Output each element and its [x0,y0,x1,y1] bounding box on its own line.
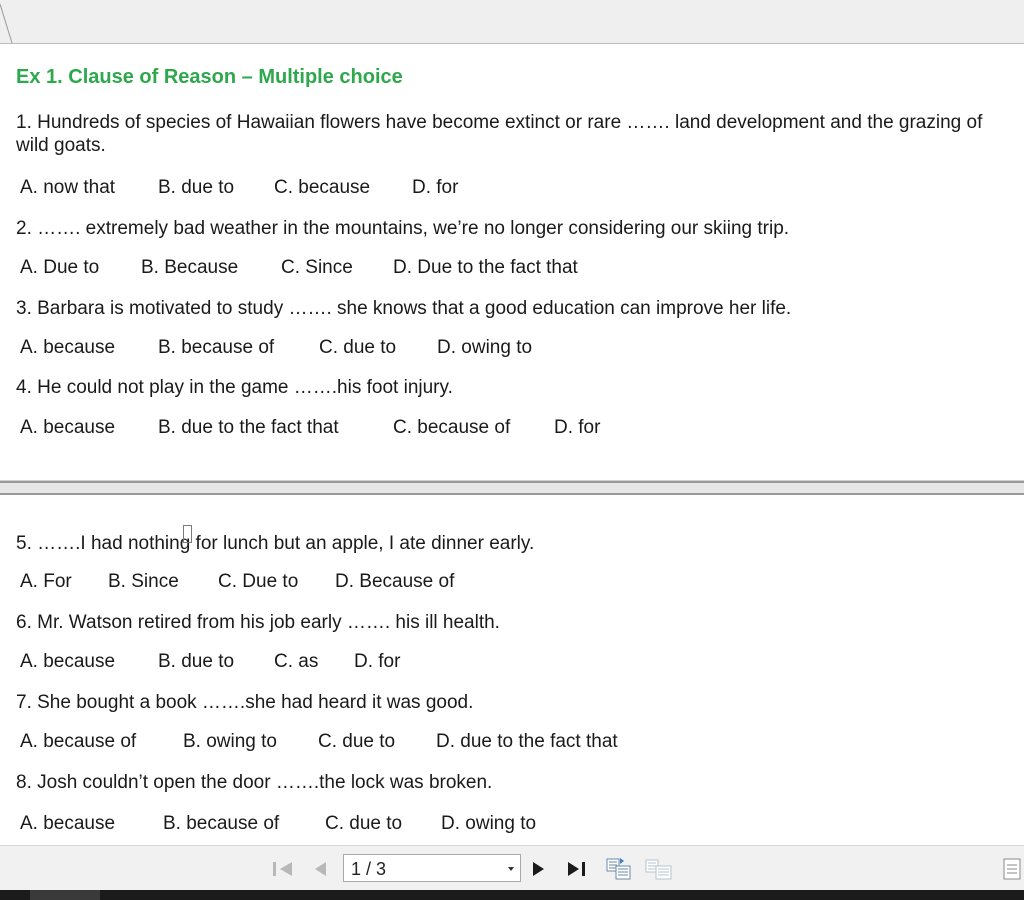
option-c: C. due to [325,813,403,834]
question-2: 2. ……. extremely bad weather in the mountains, we’re no longer considering our skiing trip. [16,218,790,239]
option-c: C. because [274,177,371,198]
text-cursor-icon [183,525,192,543]
option-d: D. for [554,417,601,438]
document-page-2 [0,495,1024,845]
question-3: 3. Barbara is motivated to study ……. she knows that a good education can improve her life. [16,298,792,319]
option-b: B. owing to [183,731,277,752]
option-d: D. Because of [335,571,455,592]
option-a: A. because [20,337,116,358]
option-c: C. Due to [218,571,299,592]
option-a: A. because of [20,731,137,752]
next-page-icon[interactable] [531,859,547,879]
page-number-select[interactable] [343,854,521,882]
tab-edge-icon [0,0,14,43]
page-indicator: 1 / 3 [351,859,387,879]
option-a: A. because [20,651,116,672]
option-c: C. Since [281,257,353,278]
option-d: D. owing to [441,813,537,834]
chevron-down-icon [508,867,514,871]
option-b: B. due to the fact that [158,417,339,438]
option-d: D. for [354,651,401,672]
menu-icon[interactable] [1003,858,1021,880]
question-7: 7. She bought a book …….she had heard it was good. [16,692,474,713]
page-layout-icon[interactable] [606,857,632,881]
option-a: A. For [20,571,72,592]
option-a: A. Due to [20,257,100,278]
question-6: 6. Mr. Watson retired from his job early ……. his ill health. [16,612,500,633]
question-8: 8. Josh couldn’t open the door …….the lock was broken. [16,772,493,793]
question-4: 4. He could not play in the game …….his foot injury. [16,377,453,398]
option-b: B. Because [141,257,239,278]
option-d: D. for [412,177,459,198]
viewer-toolbar [0,845,1024,891]
option-b: B. due to [158,651,235,672]
option-b: B. due to [158,177,235,198]
option-c: C. because of [393,417,511,438]
option-d: D. due to the fact that [436,731,618,752]
option-b: B. Since [108,571,179,592]
option-b: B. because of [158,337,275,358]
taskbar-tab [30,890,100,900]
option-a: A. now that [20,177,116,198]
option-d: D. owing to [437,337,533,358]
option-b: B. because of [163,813,280,834]
last-page-icon[interactable] [566,859,590,879]
question-5: 5. …….I had nothing for lunch but an apple, I ate dinner early. [16,533,535,554]
previous-page-icon[interactable] [312,859,328,879]
page-separator [0,481,1024,495]
option-a: A. because [20,813,116,834]
top-bar [0,0,1024,44]
question-1: 1. Hundreds of species of Hawaiian flowers have become extinct or rare ……. land development and the grazing of wild goats. [16,112,983,156]
exercise-title: Ex 1. Clause of Reason – Multiple choice [16,66,403,88]
taskbar-strip [0,890,1024,900]
option-c: C. due to [319,337,397,358]
option-a: A. because [20,417,116,438]
option-c: C. as [274,651,319,672]
page-layout-alt-icon[interactable] [645,857,673,881]
document-page-1 [0,44,1024,481]
option-c: C. due to [318,731,396,752]
first-page-icon[interactable] [272,859,294,879]
option-d: D. Due to the fact that [393,257,578,278]
